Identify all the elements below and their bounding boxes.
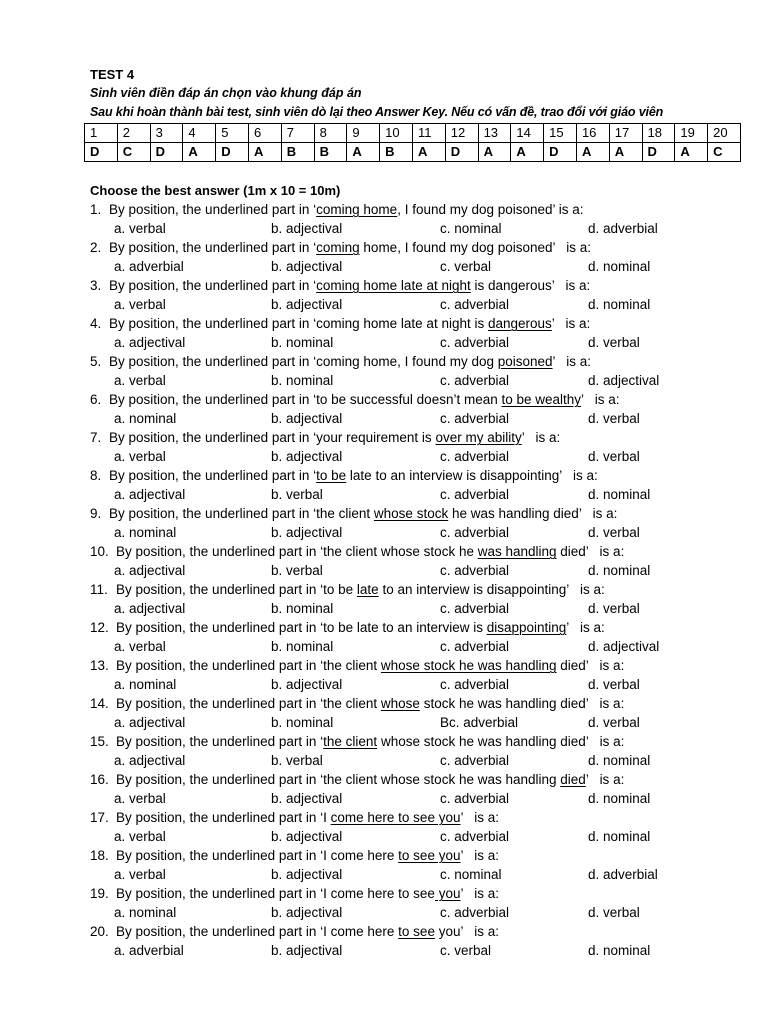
question-item (0, 276, 768, 314)
option-c: c. adverbial (440, 335, 510, 350)
question-stem (0, 428, 768, 447)
option-c: c. verbal (440, 943, 492, 958)
answer-key-answer-cell: A (609, 143, 642, 162)
option-d: d. adjectival (588, 373, 660, 388)
question-text-before: By position, the underlined part in ‘the client (116, 658, 381, 673)
question-text-before: By position, the underlined part in ‘the client (116, 696, 381, 711)
option-d: d. nominal (588, 753, 651, 768)
option-c: c. adverbial (440, 905, 510, 920)
question-text-after: died’ is a: (556, 544, 625, 559)
options-row (0, 941, 768, 960)
underlined-part: whose stock (373, 506, 449, 521)
question-text (116, 770, 624, 789)
question-text-after: ’ is a: (521, 430, 561, 445)
option-a: a. verbal (114, 829, 166, 844)
answer-key-number-cell: 15 (544, 124, 577, 143)
answer-key-number-cell: 8 (314, 124, 347, 143)
question-text (109, 428, 560, 447)
option-d: d. adverbial (588, 221, 658, 236)
section-heading: Choose the best answer (1m x 10 = 10m) (90, 183, 341, 198)
underlined-part: coming home (316, 202, 398, 217)
option-c: c. adverbial (440, 563, 510, 578)
question-number: 5. (90, 354, 102, 369)
question-text (116, 922, 499, 941)
question-number: 16. (90, 772, 109, 787)
page-title: TEST 4 (90, 67, 135, 82)
question-text (109, 390, 620, 409)
answer-key-number-cell: 2 (117, 124, 150, 143)
answer-key-answer-cell: B (314, 143, 347, 162)
answer-key-answer-cell: D (544, 143, 577, 162)
option-b: b. adjectival (271, 221, 343, 236)
option-c: c. adverbial (440, 411, 510, 426)
options-row (0, 865, 768, 884)
question-text-before: By position, the underlined part in ‘to be (116, 582, 357, 597)
question-text-after: late to an interview is disappointing’ is a: (346, 468, 598, 483)
answer-key-answer-cell: C (708, 143, 741, 162)
option-c: c. adverbial (440, 639, 510, 654)
question-text-before: By position, the underlined part in ‘ (116, 734, 324, 749)
option-d: d. adjectival (588, 639, 660, 654)
answer-key-body (85, 124, 741, 162)
option-c: c. adverbial (440, 449, 510, 464)
option-a: a. verbal (114, 639, 166, 654)
options-row (0, 599, 768, 618)
underlined-part: whose stock he was handling (380, 658, 557, 673)
answer-key-answer-cell: D (85, 143, 118, 162)
underlined-part: whose (380, 696, 420, 711)
question-stem (0, 808, 768, 827)
question-text-before: By position, the underlined part in ‘coming home late at night is (109, 316, 488, 331)
question-stem (0, 694, 768, 713)
question-text-after: stock he was handling died’ is a: (419, 696, 625, 711)
answer-key-answer-cell: A (183, 143, 216, 162)
question-item (0, 428, 768, 466)
answer-key-answer-cell: A (511, 143, 544, 162)
question-item (0, 314, 768, 352)
question-text-before: By position, the underlined part in ‘I (116, 810, 331, 825)
underlined-part: to see you (398, 848, 461, 863)
question-text-before: By position, the underlined part in ‘to be successful doesn’t mean (109, 392, 502, 407)
option-b: b. nominal (271, 715, 334, 730)
question-number: 18. (90, 848, 109, 863)
option-d: d. nominal (588, 487, 651, 502)
option-a: a. nominal (114, 525, 177, 540)
options-row (0, 333, 768, 352)
question-text (116, 618, 605, 637)
options-row (0, 713, 768, 732)
instruction-line-2: Sau khi hoàn thành bài test, sinh viên dò lại theo Answer Key. Nếu có vấn đề, trao đổi với giáo viên (90, 105, 664, 119)
option-c: c. adverbial (440, 601, 510, 616)
question-text-before: By position, the underlined part in ‘ (109, 240, 317, 255)
answer-key-number-cell: 7 (281, 124, 314, 143)
options-row (0, 371, 768, 390)
question-number: 2. (90, 240, 102, 255)
option-a: a. verbal (114, 297, 166, 312)
option-d: d. verbal (588, 905, 640, 920)
answer-key-answer-cell: A (412, 143, 445, 162)
option-c: c. adverbial (440, 525, 510, 540)
answer-key-number-cell: 6 (248, 124, 281, 143)
option-a: a. verbal (114, 221, 166, 236)
underlined-part: coming (316, 240, 360, 255)
question-text-after: ’ is a: (585, 772, 625, 787)
option-c: c. adverbial (440, 373, 510, 388)
answer-key-number-row (85, 124, 741, 143)
underlined-part: to be (316, 468, 347, 483)
question-number: 17. (90, 810, 109, 825)
option-b: b. adjectival (271, 829, 343, 844)
answer-key-number-cell: 11 (412, 124, 445, 143)
question-text-after: ’ is a: (551, 316, 591, 331)
question-item (0, 884, 768, 922)
answer-key-answer-cell: A (675, 143, 708, 162)
option-d: d. nominal (588, 943, 651, 958)
option-d: d. verbal (588, 715, 640, 730)
option-a: a. verbal (114, 373, 166, 388)
question-text-after: ’ is a: (566, 620, 605, 635)
option-b: b. adjectival (271, 791, 343, 806)
question-text-after: you’ is a: (434, 924, 499, 939)
option-c: c. nominal (440, 867, 502, 882)
question-number: 14. (90, 696, 109, 711)
answer-key-answer-cell: A (347, 143, 380, 162)
question-text-before: By position, the underlined part in ‘to be late to an interview is (116, 620, 487, 635)
question-item (0, 808, 768, 846)
options-row (0, 295, 768, 314)
question-item (0, 846, 768, 884)
option-a: a. verbal (114, 449, 166, 464)
answer-key-answer-cell: D (150, 143, 183, 162)
question-stem (0, 922, 768, 941)
question-text-after: whose stock he was handling died’ is a: (377, 734, 625, 749)
options-row (0, 903, 768, 922)
answer-key-number-cell: 5 (216, 124, 249, 143)
question-text-after: ’ is a: (460, 886, 499, 901)
option-c: c. nominal (440, 221, 502, 236)
option-a: a. adjectival (114, 487, 186, 502)
answer-key-answer-cell: D (216, 143, 249, 162)
option-c: c. adverbial (440, 297, 510, 312)
option-b: b. adjectival (271, 867, 343, 882)
option-a: a. adjectival (114, 335, 186, 350)
answer-key-table (84, 123, 741, 162)
question-item (0, 732, 768, 770)
underlined-part: died (560, 772, 586, 787)
question-stem (0, 542, 768, 561)
option-b: b. nominal (271, 335, 334, 350)
options-row (0, 561, 768, 580)
option-a: a. adjectival (114, 563, 186, 578)
question-stem (0, 314, 768, 333)
question-text-after: ’ is a: (460, 848, 499, 863)
option-d: d. adverbial (588, 867, 658, 882)
underlined-part: come here to see you (330, 810, 461, 825)
answer-key-number-cell: 1 (85, 124, 118, 143)
option-b: b. adjectival (271, 677, 343, 692)
option-a: a. adjectival (114, 715, 186, 730)
option-d: d. nominal (588, 563, 651, 578)
question-text (116, 542, 624, 561)
option-d: d. nominal (588, 791, 651, 806)
question-text-before: By position, the underlined part in ‘I come here to see (116, 886, 435, 901)
answer-key-answer-cell: B (380, 143, 413, 162)
question-text-before: By position, the underlined part in ‘the client whose stock he (116, 544, 478, 559)
answer-key-number-cell: 19 (675, 124, 708, 143)
question-text-before: By position, the underlined part in ‘I come here (116, 848, 399, 863)
question-text (116, 808, 499, 827)
option-b: b. verbal (271, 563, 323, 578)
underlined-part: disappointing (486, 620, 567, 635)
question-number: 10. (90, 544, 109, 559)
option-d: d. verbal (588, 411, 640, 426)
options-row (0, 409, 768, 428)
option-d: d. verbal (588, 677, 640, 692)
question-item (0, 618, 768, 656)
question-text (109, 276, 590, 295)
answer-key-answer-cell: A (576, 143, 609, 162)
options-row (0, 675, 768, 694)
underlined-part: you (434, 886, 461, 901)
question-item (0, 656, 768, 694)
options-row (0, 637, 768, 656)
answer-key-number-cell: 16 (576, 124, 609, 143)
question-text (116, 846, 499, 865)
question-item (0, 504, 768, 542)
question-number: 7. (90, 430, 102, 445)
question-item (0, 542, 768, 580)
question-number: 11. (90, 582, 108, 597)
answer-key-answer-row (85, 143, 741, 162)
question-text-after: ’ is a: (552, 354, 592, 369)
question-stem (0, 238, 768, 257)
question-text-before: By position, the underlined part in ‘ (109, 202, 317, 217)
question-number: 9. (90, 506, 102, 521)
question-text (109, 504, 617, 523)
option-b: b. adjectival (271, 905, 343, 920)
option-b: b. adjectival (271, 259, 343, 274)
options-row (0, 751, 768, 770)
answer-key-answer-cell: B (281, 143, 314, 162)
answer-key-number-cell: 4 (183, 124, 216, 143)
question-item (0, 390, 768, 428)
question-text (109, 352, 591, 371)
option-d: d. verbal (588, 335, 640, 350)
instruction-line-1: Sinh viên điền đáp án chọn vào khung đáp án (90, 86, 362, 100)
option-c: Bc. adverbial (440, 715, 519, 730)
option-d: d. nominal (588, 259, 651, 274)
question-item (0, 922, 768, 960)
option-b: b. verbal (271, 753, 323, 768)
option-a: a. nominal (114, 411, 177, 426)
options-row (0, 447, 768, 466)
option-a: a. adjectival (114, 753, 186, 768)
question-number: 1. (90, 202, 102, 217)
option-b: b. adjectival (271, 525, 343, 540)
question-stem (0, 466, 768, 485)
option-c: c. adverbial (440, 829, 510, 844)
question-stem (0, 580, 768, 599)
options-row (0, 827, 768, 846)
option-c: c. verbal (440, 259, 492, 274)
option-b: b. adjectival (271, 411, 343, 426)
question-text (116, 732, 624, 751)
underlined-part: to be wealthy (501, 392, 582, 407)
underlined-part: dangerous (487, 316, 552, 331)
answer-key-answer-cell: C (117, 143, 150, 162)
question-text (116, 884, 499, 903)
question-text (109, 200, 584, 219)
option-c: c. adverbial (440, 753, 510, 768)
option-a: a. adjectival (114, 601, 186, 616)
question-text-after: died’ is a: (556, 658, 625, 673)
underlined-part: coming home late at night (316, 278, 471, 293)
option-c: c. adverbial (440, 677, 510, 692)
underlined-part: to see (398, 924, 435, 939)
answer-key-number-cell: 17 (609, 124, 642, 143)
question-text (109, 238, 591, 257)
question-stem (0, 352, 768, 371)
underlined-part: was handling (477, 544, 557, 559)
underlined-part: over my ability (435, 430, 522, 445)
question-number: 6. (90, 392, 102, 407)
options-row (0, 523, 768, 542)
question-stem (0, 846, 768, 865)
underlined-part: late (356, 582, 379, 597)
question-text (116, 656, 624, 675)
answer-key-answer-cell: A (248, 143, 281, 162)
options-row (0, 219, 768, 238)
question-number: 20. (90, 924, 109, 939)
question-text-after: home, I found my dog poisoned’ is a: (359, 240, 592, 255)
option-b: b. adjectival (271, 943, 343, 958)
answer-key-number-cell: 18 (642, 124, 675, 143)
page-header (90, 65, 663, 122)
question-number: 3. (90, 278, 102, 293)
question-text-after: to an interview is disappointing’ is a: (378, 582, 605, 597)
question-stem (0, 390, 768, 409)
question-number: 12. (90, 620, 109, 635)
option-a: a. adverbial (114, 259, 184, 274)
question-text-before: By position, the underlined part in ‘ (109, 468, 317, 483)
question-number: 4. (90, 316, 102, 331)
option-b: b. nominal (271, 373, 334, 388)
question-text-before: By position, the underlined part in ‘I come here (116, 924, 399, 939)
option-a: a. adverbial (114, 943, 184, 958)
options-row (0, 257, 768, 276)
question-text-before: By position, the underlined part in ‘the client (109, 506, 374, 521)
question-text-before: By position, the underlined part in ‘coming home, I found my dog (109, 354, 498, 369)
option-d: d. verbal (588, 449, 640, 464)
options-row (0, 485, 768, 504)
underlined-part: poisoned (497, 354, 553, 369)
question-number: 13. (90, 658, 109, 673)
option-d: d. nominal (588, 297, 651, 312)
option-a: a. nominal (114, 905, 177, 920)
question-text-after: is dangerous’ is a: (470, 278, 591, 293)
answer-key-number-cell: 20 (708, 124, 741, 143)
question-stem (0, 656, 768, 675)
option-b: b. nominal (271, 639, 334, 654)
option-d: d. nominal (588, 829, 651, 844)
option-b: b. adjectival (271, 297, 343, 312)
question-item (0, 580, 768, 618)
answer-key-answer-cell: A (478, 143, 511, 162)
question-stem (0, 276, 768, 295)
question-text (109, 466, 598, 485)
question-stem (0, 504, 768, 523)
question-list (0, 200, 768, 960)
question-text-after: he was handling died’ is a: (448, 506, 618, 521)
option-d: d. verbal (588, 525, 640, 540)
option-b: b. verbal (271, 487, 323, 502)
question-text-before: By position, the underlined part in ‘your requirement is (109, 430, 436, 445)
option-c: c. adverbial (440, 791, 510, 806)
answer-key-answer-cell: D (445, 143, 478, 162)
question-stem (0, 770, 768, 789)
question-number: 15. (90, 734, 109, 749)
answer-key-number-cell: 12 (445, 124, 478, 143)
option-a: a. nominal (114, 677, 177, 692)
question-number: 19. (90, 886, 109, 901)
question-item (0, 770, 768, 808)
option-c: c. adverbial (440, 487, 510, 502)
option-a: a. verbal (114, 791, 166, 806)
question-item (0, 200, 768, 238)
question-text-after: ’ is a: (581, 392, 620, 407)
question-text-after: ’ is a: (460, 810, 499, 825)
answer-key-number-cell: 13 (478, 124, 511, 143)
question-stem (0, 884, 768, 903)
question-number: 8. (90, 468, 102, 483)
question-text (116, 694, 624, 713)
option-b: b. adjectival (271, 449, 343, 464)
question-text (109, 314, 590, 333)
question-item (0, 352, 768, 390)
question-item (0, 238, 768, 276)
question-stem (0, 732, 768, 751)
option-b: b. nominal (271, 601, 334, 616)
question-stem (0, 200, 768, 219)
underlined-part: the client (323, 734, 378, 749)
answer-key-number-cell: 10 (380, 124, 413, 143)
question-stem (0, 618, 768, 637)
answer-key-number-cell: 9 (347, 124, 380, 143)
option-d: d. verbal (588, 601, 640, 616)
answer-key-number-cell: 3 (150, 124, 183, 143)
question-item (0, 694, 768, 732)
options-row (0, 789, 768, 808)
question-text-after: , I found my dog poisoned’ is a: (397, 202, 584, 217)
question-text-before: By position, the underlined part in ‘the client whose stock he was handling (116, 772, 561, 787)
question-text (116, 580, 605, 599)
answer-key-answer-cell: D (642, 143, 675, 162)
option-a: a. verbal (114, 867, 166, 882)
question-text-before: By position, the underlined part in ‘ (109, 278, 317, 293)
answer-key-number-cell: 14 (511, 124, 544, 143)
question-item (0, 466, 768, 504)
